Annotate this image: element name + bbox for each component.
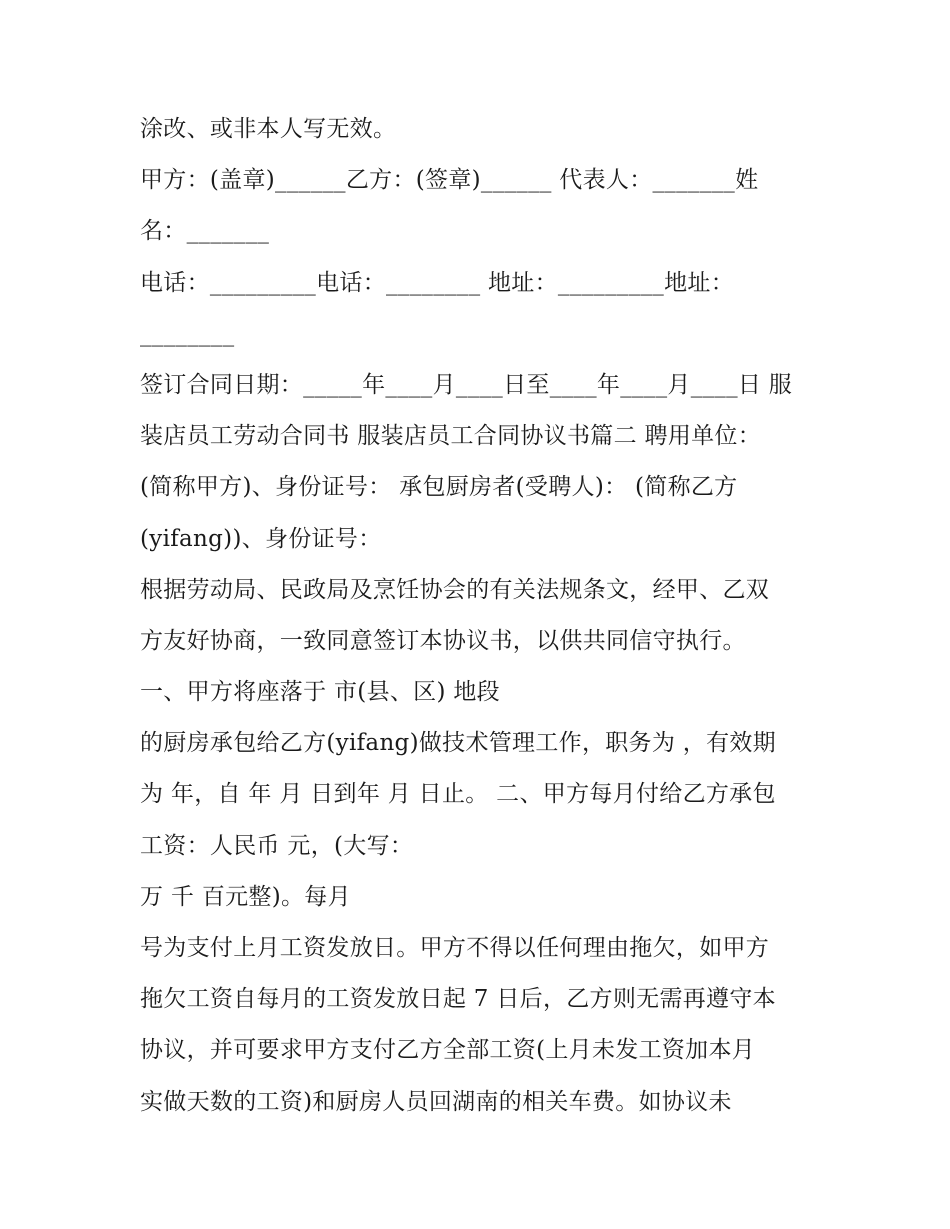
text-line: 实做天数的工资)和厨房人员回湖南的相关车费。如协议未 xyxy=(140,1088,732,1115)
text-line: 的厨房承包给乙方(yifang)做技术管理工作，职务为 ，有效期 xyxy=(140,730,776,757)
text-line: 电话：_________电话：________ 地址：_________地址： xyxy=(140,269,735,296)
text-line: 甲方：(盖章)______乙方：(签章)______ 代表人：_______姓 xyxy=(140,167,759,194)
text-line: 协议，并可要求甲方支付乙方全部工资(上月未发工资加本月 xyxy=(140,1037,756,1064)
text-line: 方友好协商，一致同意签订本协议书，以供共同信守执行。 xyxy=(140,627,746,654)
text-line: 号为支付上月工资发放日。甲方不得以任何理由拖欠，如甲方 xyxy=(140,935,770,961)
text-line: 为 年，自 年 月 日到年 月 日止。 二、甲方每月付给乙方承包 xyxy=(140,781,776,808)
text-line: 一、甲方将座落于 市(县、区) 地段 xyxy=(140,679,500,706)
document-body xyxy=(140,104,820,1128)
text-line: (简称甲方)、身份证号： 承包厨房者(受聘人)： (简称乙方 xyxy=(140,474,738,501)
text-line: 签订合同日期：_____年____月____日至____年____月____日 服 xyxy=(140,371,793,398)
text-line: ________ xyxy=(140,320,235,347)
text-line: 万 千 百元整)。每月 xyxy=(140,883,351,910)
text-line: 拖欠工资自每月的工资发放日起 7 日后，乙方则无需再遵守本 xyxy=(140,986,776,1013)
text-line: 根据劳动局、民政局及烹饪协会的有关法规条文，经甲、乙双 xyxy=(140,576,770,603)
text-line: 工资：人民币 元，(大写： xyxy=(140,832,414,859)
text-line: 涂改、或非本人写无效。 xyxy=(140,116,397,142)
text-line: 名：_______ xyxy=(140,218,270,245)
text-line: 装店员工劳动合同书 服装店员工合同协议书篇二 聘用单位： xyxy=(140,423,762,450)
text-line: (yifang))、身份证号： xyxy=(140,525,382,552)
